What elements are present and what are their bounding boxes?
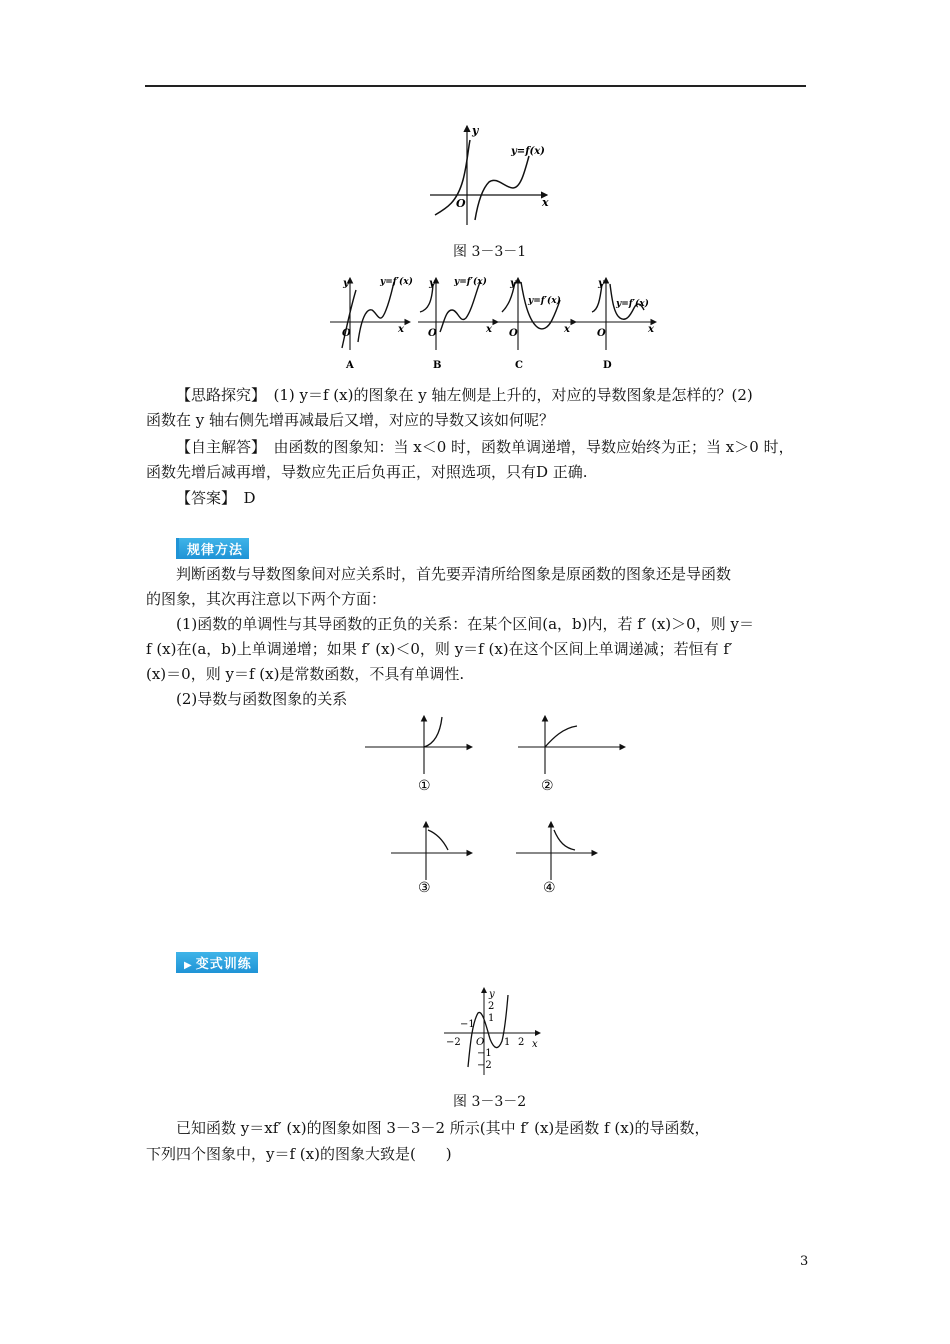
fig1-caption: 图 3－3－1 — [453, 244, 527, 260]
fig2-tick-ym1: −1 — [477, 1048, 492, 1059]
mini-label-4: ④ — [543, 880, 556, 896]
method-para-2a: (1)函数的单调性与其导函数的正负的关系：在某个区间(a，b)内，若 f′ (x)＞0，则 y＝ — [176, 615, 754, 633]
option-a-letter: A — [346, 360, 354, 370]
method-para-3: (2)导数与函数图象的关系 — [176, 690, 348, 708]
fig1-curve-label: y=f(x) — [511, 146, 545, 157]
option-b-y: y — [429, 278, 435, 289]
fig1-y-label: y — [472, 124, 479, 137]
option-b-origin: O — [428, 328, 437, 339]
variant-badge: ▶ 变式训练 — [176, 952, 258, 973]
option-a-origin: O — [342, 328, 351, 339]
analysis-line-1: 【思路探究】 (1) y＝f (x)的图象在 y 轴左侧是上升的，对应的导数图象是怎样的？(2) — [176, 386, 753, 404]
option-b-graph — [416, 270, 506, 370]
fig2-caption: 图 3－3－2 — [453, 1094, 527, 1110]
method-para-1a: 判断函数与导数图象间对应关系时，首先要弄清所给图象是原函数的图象还是导函数 — [176, 565, 732, 583]
option-c-x: x — [564, 324, 570, 335]
mini-graph-4 — [513, 818, 603, 898]
fig2-tick-y1: 1 — [488, 1013, 495, 1024]
fig2-x: x — [532, 1039, 538, 1050]
fig1-origin: O — [456, 197, 466, 210]
option-a-graph — [328, 270, 418, 370]
method-badge: 规律方法 — [176, 538, 249, 559]
option-b-x: x — [486, 324, 492, 335]
option-d-graph — [572, 270, 662, 370]
option-d-curve-label: y=f′(x) — [616, 299, 649, 309]
mini-label-2: ② — [541, 778, 554, 794]
option-d-letter: D — [603, 360, 612, 370]
fig2-tick-ym2: −2 — [477, 1060, 492, 1071]
fig1-x-label: x — [542, 196, 549, 209]
option-c-y: y — [510, 278, 516, 289]
fig2-origin: O — [476, 1037, 485, 1048]
option-c-origin: O — [509, 328, 518, 339]
option-d-origin: O — [597, 328, 606, 339]
mini-graph-1 — [360, 712, 480, 794]
method-para-2c: (x)＝0，则 y＝f (x)是常数函数，不具有单调性. — [146, 665, 465, 683]
fig2-tick-y2: 2 — [488, 1001, 495, 1012]
fig2-tick-xm2: −2 — [446, 1037, 461, 1048]
option-b-letter: B — [433, 360, 442, 370]
option-a-x: x — [398, 324, 404, 335]
method-para-1b: 的图象，其次再注意以下两个方面： — [146, 590, 387, 608]
mini-graph-2 — [513, 712, 633, 794]
solution-line-2: 函数先增后减再增，导数应先正后负再正，对照选项，只有D 正确. — [146, 463, 588, 481]
fig2-y: y — [489, 989, 495, 1000]
figure-3-3-2 — [440, 985, 550, 1080]
fig2-tick-xm1: −1 — [460, 1019, 475, 1030]
figure-3-3-1 — [425, 120, 555, 230]
variant-question-1: 已知函数 y＝xf′ (x)的图象如图 3－3－2 所示(其中 f′ (x)是函数 f (x)的导函数， — [176, 1119, 710, 1137]
answer-line: 【答案】 D — [176, 489, 256, 507]
variant-question-2: 下列四个图象中，y＝f (x)的图象大致是( ) — [146, 1145, 452, 1163]
page-number: 3 — [800, 1254, 809, 1269]
mini-label-1: ① — [418, 778, 431, 794]
option-c-graph — [494, 270, 584, 370]
option-a-curve-label: y=f′(x) — [380, 277, 413, 287]
mini-label-3: ③ — [418, 880, 431, 896]
analysis-line-2: 函数在 y 轴右侧先增再减最后又增，对应的导数又该如何呢？ — [146, 411, 555, 429]
method-para-2b: f (x)在(a，b)上单调递增；如果 f′ (x)＜0，则 y＝f (x)在这个区间上单调递减；若恒有 f′ — [146, 640, 733, 658]
fig2-tick-x2: 2 — [518, 1037, 525, 1048]
option-c-curve-label: y=f′(x) — [528, 296, 561, 306]
fig2-tick-x1: 1 — [504, 1037, 511, 1048]
option-d-y: y — [598, 278, 604, 289]
option-b-curve-label: y=f′(x) — [454, 277, 487, 287]
option-c-letter: C — [515, 360, 523, 370]
header-rule — [145, 85, 806, 87]
option-a-y: y — [343, 278, 349, 289]
mini-graph-3 — [388, 818, 478, 898]
solution-line-1: 【自主解答】 由函数的图象知：当 x＜0 时，函数单调递增，导数应始终为正；当 x＞0 时， — [176, 438, 794, 456]
option-d-x: x — [648, 324, 654, 335]
